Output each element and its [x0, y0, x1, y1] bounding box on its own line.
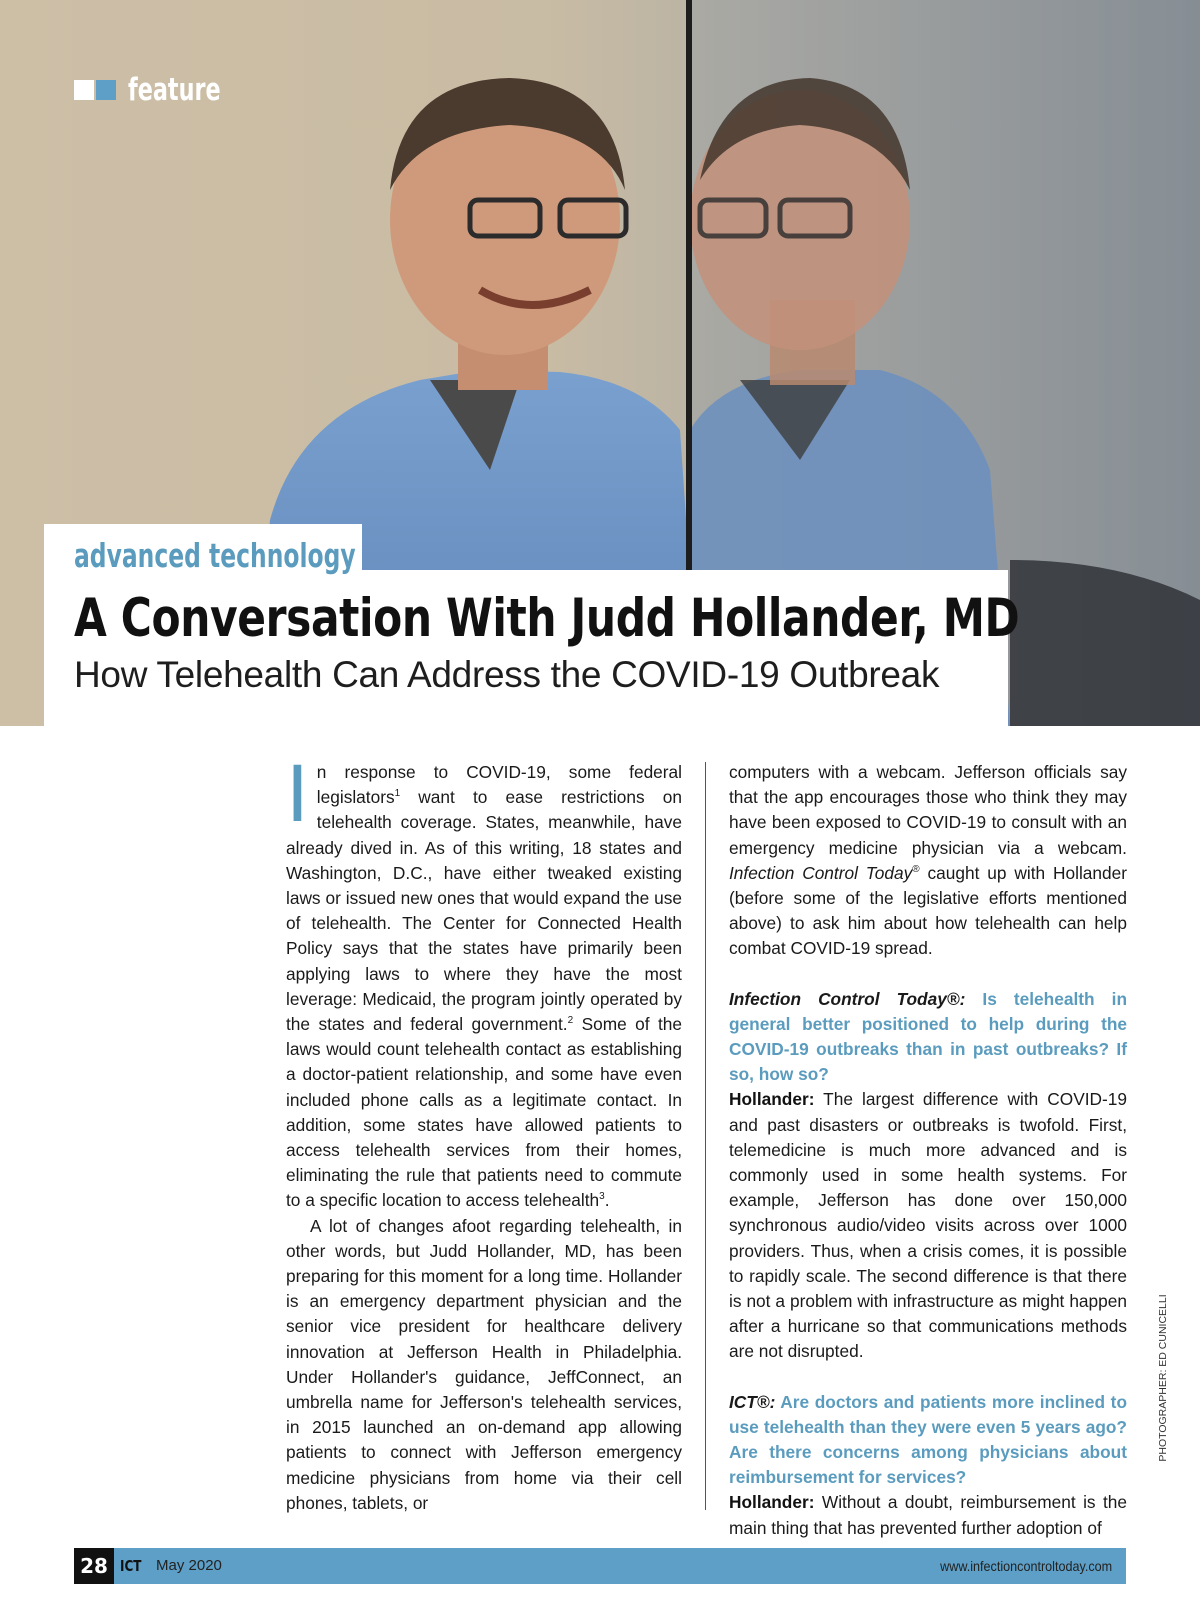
photo-credit	[1157, 1294, 1169, 1462]
dropcap: I	[286, 748, 309, 839]
registered-mark: ®	[912, 864, 920, 876]
spacer	[729, 962, 1127, 987]
section-tag	[74, 72, 257, 108]
website-url[interactable]: www.infectioncontroltoday.com	[939, 1558, 1112, 1574]
article-title: A Conversation With Judd Hollander, MD	[74, 588, 1020, 649]
paragraph-3-text-b: caught up with Hollander (before some of the legislative efforts mentioned above) to ask him about how telehealth can help combat COVID-19 spread.	[729, 862, 1127, 959]
question-1-text: Is telehealth in general better positioned to help during the COVID-19 outbreaks than in past outbreaks? If so, how so?	[729, 988, 1127, 1085]
issue-date: May 2020	[156, 1557, 222, 1574]
publication-name: Infection Control Today	[729, 862, 913, 883]
tag-square-white	[74, 80, 94, 100]
footnote-2: 2	[567, 1015, 574, 1027]
intro-text-b: want to ease restrictions on telehealth coverage. States, meanwhile, have already dived in. As of this writing, 18 states and Washington, D.C., have either tweaked existing laws or issued new ones that would expand the use of telehealth. The Center for Connected Health Policy says that the states have primarily been applying laws to where they have the most leverage: Medicaid, the program jointly operated by the states and federal government.	[286, 787, 682, 1035]
intro-text-d: .	[604, 1190, 610, 1211]
footnote-3: 3	[599, 1191, 605, 1203]
intro-text-c: Some of the laws would count telehealth contact as establishing a doctor-patient relationship, and some have even included phone calls as a legitimate contact. In addition, some states have allowed patients to access telehealth services from their homes, eliminating the rule that patients need to commute to a specific location to access telehealth	[286, 1014, 682, 1211]
column-divider	[705, 762, 706, 1510]
answer-2-label: Hollander:	[729, 1492, 815, 1513]
question-1	[729, 987, 1127, 1088]
publication-abbrev: ICT	[120, 1557, 142, 1575]
answer-1-label: Hollander:	[729, 1089, 815, 1110]
answer-2	[729, 1490, 1127, 1540]
answer-1	[729, 1087, 1127, 1364]
question-1-label: Infection Control Today®:	[729, 988, 966, 1009]
kicker: advanced technology	[74, 536, 356, 575]
tag-square-blue	[96, 80, 116, 100]
footnote-1: 1	[394, 788, 401, 800]
spacer	[729, 1365, 1127, 1390]
answer-2-text: Without a doubt, reimbursement is the main thing that has prevented further adoption of	[729, 1492, 1127, 1538]
left-column	[286, 748, 682, 1516]
question-2-text: Are doctors and patients more inclined to use telehealth than they were even 5 years ago? Are there concerns among physicians about reimbursement for services?	[729, 1391, 1127, 1488]
section-tag-label: feature	[128, 72, 221, 108]
page-number: 28	[74, 1548, 114, 1584]
question-2-label: ICT®:	[729, 1391, 776, 1412]
body-paragraph-2: A lot of changes afoot regarding telehealth, in other words, but Judd Hollander, MD, has been preparing for this moment for a long time. Hollander is an emergency department physician and the senior vice president for healthcare delivery innovation at Jefferson Health in Philadelphia. Under Hollander's guidance, JeffConnect, an umbrella name for Jefferson's telehealth services, in 2015 launched an on-demand app allowing patients to connect with Jefferson emergency medicine physicians from home via their cell phones, tablets, or	[286, 1215, 682, 1513]
intro-paragraph	[286, 748, 682, 1214]
intro-text-a: n response to COVID-19, some federal legislators	[316, 762, 682, 808]
question-2	[729, 1390, 1127, 1491]
right-column	[729, 760, 1127, 1541]
paragraph-3-text-a: computers with a webcam. Jefferson officials say that the app encourages those who think they may have been exposed to COVID-19 to consult with an emergency medicine physician via a webcam.	[729, 762, 1127, 858]
photo-credit-text: PHOTOGRAPHER: ED CUNICELLI	[1157, 1294, 1169, 1462]
answer-1-text: The largest difference with COVID-19 and past disasters or outbreaks is twofold. First, telemedicine is much more advanced and is commonly used in some health systems. For example, Jefferson has done over 150,000 synchronous audio/video visits across over 1000 providers. Thus, when a crisis comes, it is possible to rapidly scale. The second difference is that there is not a problem with infrastructure as might happen after a hurricane so that communications methods are not disrupted.	[729, 1089, 1127, 1362]
article-subtitle: How Telehealth Can Address the COVID-19 Outbreak	[74, 654, 940, 695]
body-paragraph-3	[729, 760, 1127, 962]
